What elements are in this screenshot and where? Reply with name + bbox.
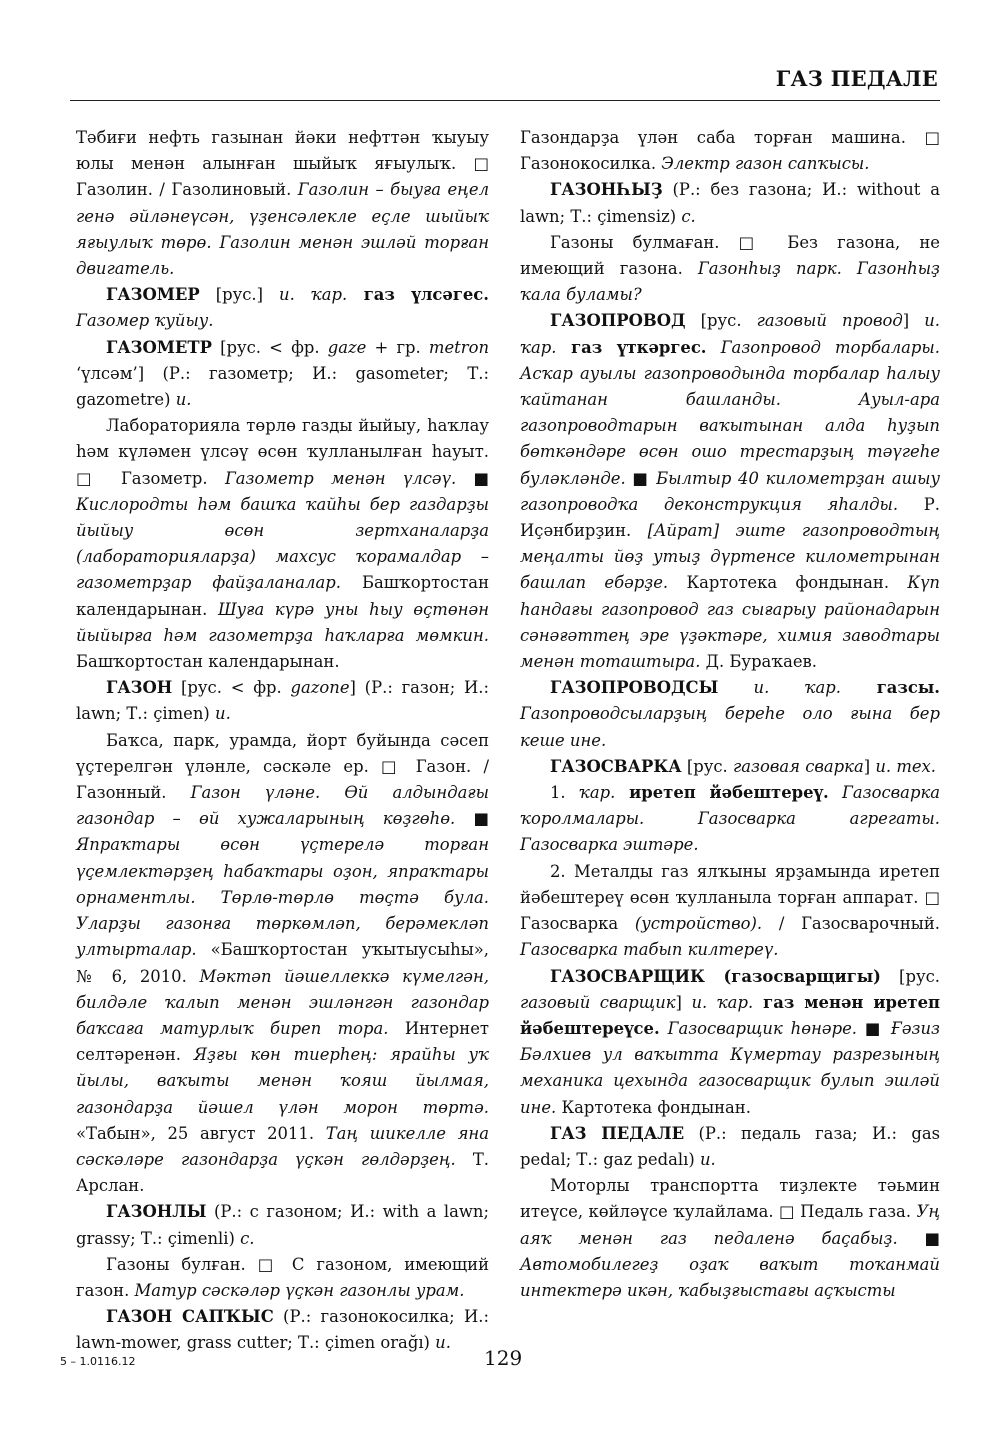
italic-text: Күп һандағы газопровод газ сығарыу районадарын сәнәғәттең эре үҙәктәре, химия заводтары менән тоташтыра. [520, 573, 940, 672]
body-text: (Р.: без газона; И.: without a lawn; Т.: çimensiz) [520, 180, 940, 226]
italic-text: Былтыр 40 километрҙан ашыу газопроводҡа деконструкция яһалды. [520, 468, 940, 514]
headword: иретеп йәбештереү. [615, 783, 829, 803]
italic-text: Газосварка табып килтереү. [520, 940, 779, 960]
dictionary-paragraph [520, 308, 940, 675]
body-text: Моторлы транспортта тиҙлекте тәьмин итеүсе, көйләүсе ҡулайлама. □ Педаль газа. [520, 1176, 940, 1222]
body-text: Газоны булған. □ С газоном, имеющий газон. [76, 1254, 489, 1300]
body-text: ‘үлсәм’] (Р.: газометр; И.: gasometer; Т.: gazometre) [76, 363, 489, 410]
dictionary-paragraph [76, 1252, 489, 1304]
body-text: Д. Бураҡаев. [700, 652, 817, 672]
dictionary-paragraph [76, 1199, 489, 1251]
dictionary-paragraph [520, 177, 940, 229]
italic-text: (устройство). [634, 914, 763, 934]
body-text: / Газосварочный. [762, 914, 940, 934]
dictionary-paragraph [76, 335, 489, 414]
italic-text: Газопроводсыларҙың береһе оло ғына бер кеше ине. [520, 704, 940, 750]
headword: газ үткәргес. [556, 337, 707, 357]
italic-text: и. [435, 1333, 451, 1353]
italic-text: и. ҡар. [718, 678, 841, 698]
italic-text: Газон үләне. Өй алдындағы газондар – өй хужаларының көҙгөһө. [76, 783, 489, 829]
body-text: 1. [550, 783, 579, 803]
body-text: ■ [455, 809, 489, 829]
body-text: Картотека фондынан. [668, 573, 908, 593]
italic-text: газовый сварщик [520, 992, 676, 1012]
italic-text: и. [175, 390, 192, 410]
body-text: ■ [857, 1018, 891, 1038]
italic-text: Кислородты һәм башҡа ҡайһы бер газдарҙы йыйыу өсөн зертханаларҙа (лабораторияларҙа) махсус ҡорамалдар – газометрҙар файҙаланалар. [76, 494, 489, 593]
italic-text: Газомер ҡуйыу. [76, 311, 214, 331]
body-text: ] [863, 756, 876, 776]
italic-text: Газопровод торбалары. Асҡар ауылы газопроводында торбалар һалыу ҡайтанан башланды. Ауыл-ара газопроводтарын ваҡытынан алда һуҙып бөткәндәре өсөн ошо трестарҙың тәүгеһе буләкләнде. [520, 337, 940, 488]
header-rule [70, 100, 940, 101]
body-text: Картотека фондынан. [556, 1097, 751, 1117]
body-text: Интернет селтәренән. [76, 1018, 489, 1065]
page-number: 129 [484, 1346, 523, 1370]
continued-paragraph [520, 125, 940, 177]
italic-text: и. ҡар. [279, 285, 348, 305]
italic-text: газовый провод [756, 311, 903, 331]
page-header [0, 0, 1000, 100]
italic-text: Япраҡтары өсөн үҫтерелә торған үҫемлектәрҙең һабаҡтары оҙон, япраҡтары орнаментлы. Төрлө-төрлө төҫтә була. Уларҙы газонға төркөмләп, берәмекләп ултырталар. [76, 835, 489, 960]
body-text: Лабораторияла төрлө газды йыйыу, һаҡлау һәм күләмен үлсәү өсөн ҡулланылған һауыт. □ Газометр. [76, 416, 489, 488]
right-column [520, 125, 940, 1304]
body-text: Газондарҙа үлән саба торған машина. □ Газонокосилка. [520, 128, 940, 174]
italic-text: и. ҡар. [520, 311, 941, 357]
headword: ГАЗОСВАРЩИК (газосварщигы) [550, 966, 881, 986]
italic-text: metron [428, 337, 489, 357]
body-text: 2. Металды газ ялҡыны ярҙамында иретеп йәбештереү өсөн ҡулланыла торған аппарат. □ Газосварка [520, 861, 940, 934]
headword: ГАЗОМЕТР [106, 337, 212, 357]
headword: ГАЗОНҺЫҘ [550, 180, 663, 200]
headword: ГАЗОПРОВОДСЫ [550, 678, 719, 698]
headword: ГАЗОН САПҠЫС [106, 1307, 274, 1327]
dictionary-paragraph [520, 780, 940, 859]
italic-text: ҡар. [578, 783, 616, 803]
body-text: [рус. < фр. [172, 678, 291, 698]
headword: газ менән иретеп йәбештереүсе. [520, 992, 940, 1038]
italic-text: Газометр менән үлсәү. [224, 468, 457, 488]
body-text: [рус. [681, 756, 733, 776]
body-text: Р. Иҫәнбирҙин. [520, 494, 940, 541]
italic-text: и. тех. [875, 756, 937, 776]
dictionary-paragraph [520, 230, 940, 309]
left-column [76, 125, 489, 1357]
italic-text: с. [681, 206, 696, 226]
dictionary-paragraph [520, 1173, 940, 1304]
headword: ГАЗ ПЕДАЛЕ [550, 1123, 685, 1143]
italic-text: gazone [290, 678, 350, 698]
headword: ГАЗОН [106, 678, 173, 698]
body-text: Башҡортостан календарынан. [76, 573, 489, 619]
dictionary-paragraph [520, 964, 940, 1121]
printer-signature: 5 – 1.0116.12 [60, 1355, 136, 1368]
body-text: «Башҡортостан уҡытыусыһы», № 6, 2010. [76, 940, 489, 986]
dictionary-paragraph [520, 754, 940, 780]
italic-text: Автомобилегеҙ оҙаҡ ваҡыт тоҡанмай интектерә икән, ҡабыҙғыстағы аҫҡысты [520, 1254, 940, 1300]
body-text: ■ [456, 468, 490, 488]
body-text: Газоны булмаған. □ Без газона, не имеющий газона. [520, 232, 940, 279]
dictionary-paragraph [76, 728, 489, 1200]
body-text: (Р.: с газоном; И.: with a lawn; grassy; Т.: çimenli) [76, 1202, 489, 1248]
headword: ГАЗОПРОВОД [550, 311, 686, 331]
italic-text: Мәктәп йәшеллеккә күмелгән, билдәле ҡалып менән эшләнгән газондар баҡсаға матурлыҡ биреп тора. [76, 966, 490, 1038]
headword: ГАЗОСВАРКА [550, 756, 682, 776]
dictionary-paragraph [76, 282, 489, 334]
italic-text: Газолин – быуға еңел генә әйләнеүсән, үҙенсәлекле еҫле шыйыҡ яғыулыҡ төрө. Газолин менән эшләй торған двигатель. [76, 180, 489, 279]
dictionary-paragraph [520, 675, 940, 754]
headword: газ үлсәгес. [347, 285, 489, 305]
italic-text: и. [699, 1149, 716, 1169]
body-text: Башҡортостан календарынан. [76, 652, 340, 672]
italic-text: Газонһыҙ парк. Газонһыҙ ҡала буламы? [520, 259, 940, 305]
body-text: ] [675, 992, 692, 1012]
body-text: ] [902, 311, 925, 331]
dictionary-paragraph [76, 413, 489, 675]
italic-text: газовая сварка [732, 756, 864, 776]
body-text: [рус. [880, 966, 940, 986]
body-text: Тәбиғи нефть газынан йәки нефттән ҡыуыу юлы менән алынған шыйыҡ яғыулыҡ. □ Газолин. / Газолиновый. [76, 128, 489, 200]
dictionary-paragraph [520, 859, 940, 964]
italic-text: Шуға күрә уны һыу өҫтөнән йыйырға һәм газометрҙа һаҡларға мөмкин. [76, 599, 490, 645]
body-text: Баҡса, парк, урамда, йорт буйында сәсеп үҫтерелгән үләнле, сәскәле ер. □ Газон. / Газонный. [76, 730, 489, 803]
italic-text: [Айрат] эште газопроводтың меңалты йөҙ утыҙ дүртенсе километрынан башлап ебәрҙе. [520, 521, 940, 593]
italic-text: gaze [327, 337, 367, 357]
italic-text: Матур сәскәләр үҫкән газонлы урам. [134, 1280, 465, 1300]
body-text: ■ [897, 1228, 940, 1248]
italic-text: с. [240, 1228, 255, 1248]
italic-text: Ғәзиз Бәлхиев ул ваҡытта Күмертау разрезының механика цехында газосварщик булып эшләй ине. [520, 1018, 940, 1117]
headword: ГАЗОМЕР [106, 285, 200, 305]
italic-text: Уң аяҡ менән газ педаленә баҫабыҙ. [520, 1202, 940, 1248]
body-text: «Табын», 25 август 2011. [76, 1123, 326, 1143]
dictionary-paragraph [520, 1121, 940, 1173]
body-text: (Р.: педаль газа; И.: gas pedal; Т.: gaz pedalı) [520, 1123, 941, 1169]
body-text: + гр. [366, 337, 429, 357]
continued-paragraph [76, 125, 489, 282]
running-head: ГАЗ ПЕДАЛЕ [775, 66, 938, 91]
headword: ГАЗОНЛЫ [106, 1202, 207, 1222]
body-text: ] (Р.: газон; И.: lawn; Т.: çimen) [76, 678, 489, 724]
dictionary-paragraph [76, 1304, 489, 1356]
body-text: [рус. [685, 311, 757, 331]
italic-text: и. [215, 704, 231, 724]
body-text: [рус. < фр. [211, 337, 328, 357]
body-text: Т. Арслан. [76, 1149, 490, 1196]
headword: газсы. [841, 678, 940, 698]
italic-text: Таң шикелле яна сәскәләре газондарҙа үҫкән гөлдәрҙең. [76, 1123, 489, 1169]
italic-text: Газосварщик һөнәре. [659, 1018, 857, 1038]
italic-text: и. ҡар. [691, 992, 754, 1012]
body-text: ■ [625, 468, 657, 488]
italic-text: Яҙғы көн тиерһең: ярайһы уҡ йылы, ваҡыты менән ҡояш йылмая, газондарҙа йәшел үлән морон төртә. [76, 1045, 489, 1117]
body-text: (Р.: газонокосилка; И.: lawn-mower, grass cutter; Т.: çimen orağı) [76, 1307, 489, 1353]
italic-text: Электр газон сапҡысы. [661, 154, 870, 174]
italic-text: Газосварка ҡоролмалары. Газосварка агрегаты. Газосварка эштәре. [520, 783, 940, 855]
dictionary-paragraph [76, 675, 489, 727]
body-text: [рус.] [199, 285, 280, 305]
